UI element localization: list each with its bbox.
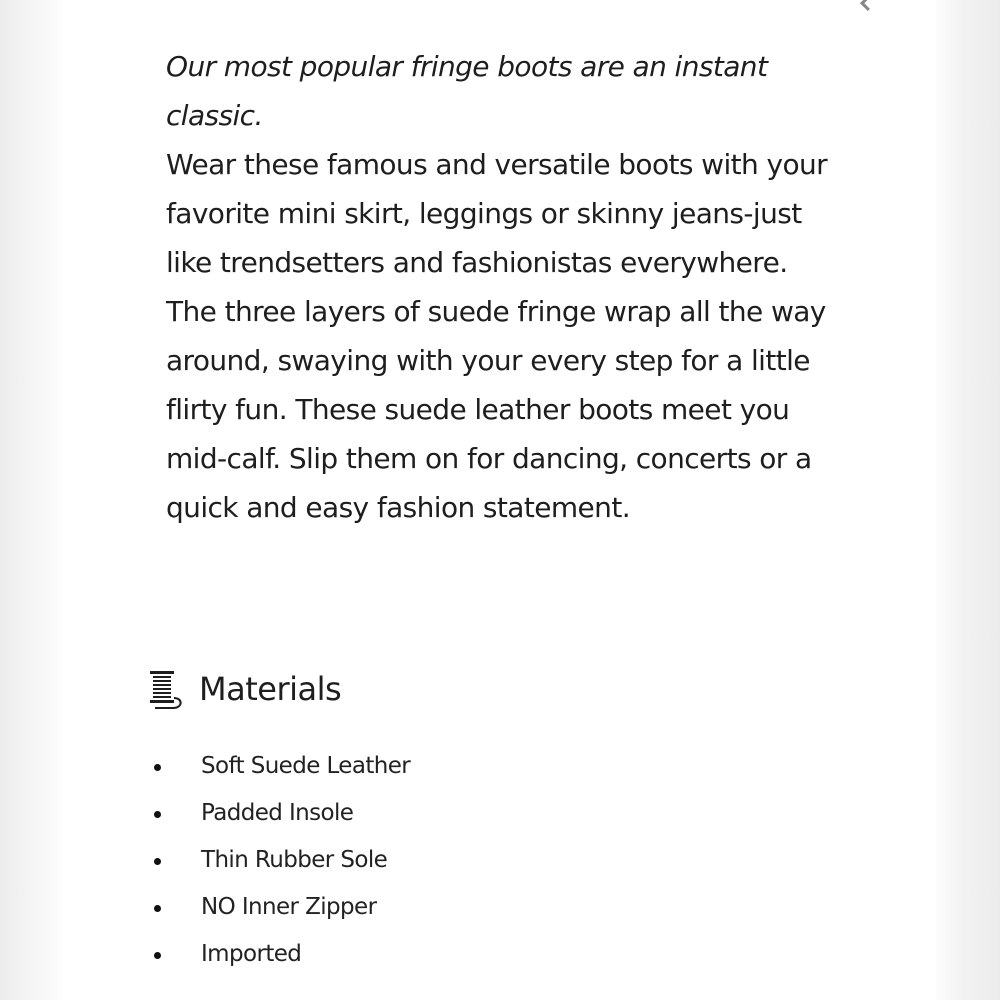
list-item-label: Padded Insole xyxy=(201,799,354,826)
materials-header xyxy=(147,668,341,710)
list-item xyxy=(154,836,410,883)
product-description xyxy=(166,42,846,532)
chevron-icon xyxy=(860,0,877,11)
description-intro: Our most popular fringe boots are an instant classic. xyxy=(166,50,768,132)
materials-title: Materials xyxy=(199,670,342,708)
list-item-label: Thin Rubber Sole xyxy=(201,846,388,873)
bullet-icon xyxy=(154,764,161,771)
bullet-icon xyxy=(154,858,161,865)
list-item xyxy=(154,930,410,977)
list-item-label: Soft Suede Leather xyxy=(201,752,411,779)
list-item-label: NO Inner Zipper xyxy=(201,893,377,920)
product-description-page xyxy=(62,0,936,1000)
bullet-icon xyxy=(154,952,161,959)
list-item xyxy=(154,742,410,789)
thread-spool-icon xyxy=(147,668,185,710)
list-item-label: Imported xyxy=(201,940,302,967)
materials-list xyxy=(154,742,410,977)
description-body: Wear these famous and versatile boots with your favorite mini skirt, leggings or skinny jeans-just like trendsetters and fashionistas everywhere. The three layers of suede fringe wrap all the way around, swaying with your every step for a little flirty fun. These suede leather boots meet you mid-calf. Slip them on for dancing, concerts or a quick and easy fashion statement. xyxy=(166,148,828,524)
bullet-icon xyxy=(154,811,161,818)
bullet-icon xyxy=(154,905,161,912)
list-item xyxy=(154,789,410,836)
list-item xyxy=(154,883,410,930)
